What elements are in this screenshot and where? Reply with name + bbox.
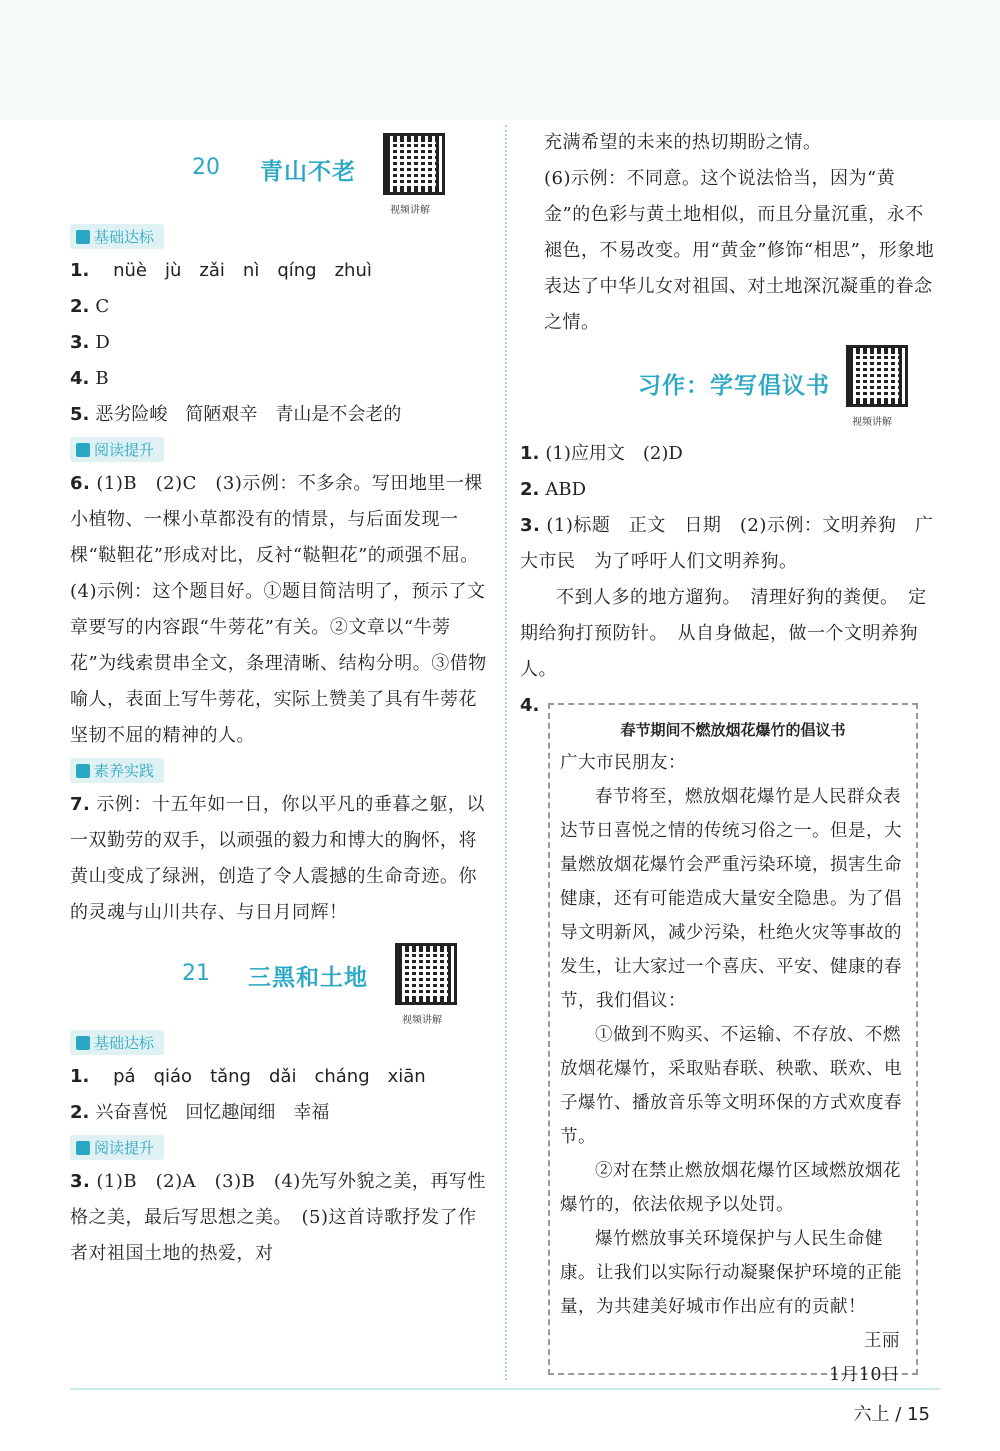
top-band [0,0,1000,120]
qr-code-icon[interactable] [395,943,457,1005]
lesson-title: 青山不老 [260,159,356,185]
writing-title: 习作：学写倡议书 [638,373,830,399]
proposal-letter [548,703,918,1385]
answer-2: 2. 兴奋喜悦 回忆趣闻细 幸福 [70,1102,330,1123]
answer-4: 4. B [70,368,109,389]
proposal-paragraph: ①做到不购买、不运输、不存放、不燃放烟花爆竹，采取贴春联、秧歌、联欢、电子爆竹、播放音乐等文明环保的方式欢度春节。 [560,1025,902,1147]
badge-icon [76,764,90,778]
proposal-signer: 王丽 [864,1331,900,1351]
badge-icon [76,1141,90,1155]
proposal-title: 春节期间不燃放烟花爆竹的倡议书 [620,721,846,739]
left-column [70,125,490,1272]
answer-5: 5. 恶劣险峻 简陋艰辛 青山是不会老的 [70,404,402,425]
section-badge-practice: 素养实践 [70,758,164,783]
lesson-title: 三黑和土地 [248,965,368,991]
section-badge-basic: 基础达标 [70,1030,164,1055]
writing-answer-2: 2. ABD [520,479,587,500]
writing-answer-1: 1. (1)应用文 (2)D [520,443,683,464]
answer-continued: 充满希望的未来的热切期盼之情。 [544,132,822,153]
grade-label: 六上 [853,1404,890,1425]
badge-icon [76,443,90,457]
column-divider [505,125,507,1380]
proposal-paragraph: ②对在禁止燃放烟花爆竹区域燃放烟花爆竹的，依法依规予以处罚。 [560,1161,901,1215]
writing-header [520,341,940,436]
section-badge-reading: 阅读提升 [70,1135,164,1160]
lesson-20-header [70,125,490,220]
writing-answer-4: 4. [520,695,540,716]
lesson-number: 21 [182,961,210,986]
page-footer [854,1400,930,1426]
lesson-21-header [70,931,490,1026]
section-badge-basic: 基础达标 [70,224,164,249]
qr-code-icon[interactable] [383,133,445,195]
proposal-paragraph: 春节将至，燃放烟花爆竹是人民群众表达节日喜悦之情的传统习俗之一。但是，大量燃放烟花爆竹会严重污染环境，损害生命健康，还有可能造成大量安全隐患。为了倡导文明新风，减少污染，杜绝火灾等事故的发生，让大家过一个喜庆、平安、健康的春节，我们倡议： [560,787,902,1011]
qr-caption: 视频讲解 [402,1015,442,1026]
badge-icon [76,230,90,244]
badge-icon [76,1036,90,1050]
answer-7: 7. 示例：十五年如一日，你以平凡的垂暮之躯，以一双勤劳的双手，以顽强的毅力和博大的胸怀，将黄山变成了绿洲，创造了令人震撼的生命奇迹。你的灵魂与山川共存、与日月同辉！ [70,794,485,923]
proposal-date: 1月10日 [829,1365,900,1385]
answer-3: 3. (1)B (2)A (3)B (4)先写外貌之美，再写性格之美，最后写思想之美。 (5)这首诗歌抒发了作者对祖国土地的热爱，对 [70,1171,486,1264]
page-number: 15 [907,1404,930,1425]
lesson-number: 20 [192,155,220,180]
writing-answer-3b: 不到人多的地方遛狗。 清理好狗的粪便。 定期给狗打预防针。 从自身做起，做一个文明养狗人。 [520,587,927,680]
answer-3: 3. D [70,332,110,353]
qr-caption: 视频讲解 [390,205,430,216]
answer-1: 1. pá qiáo tǎng dǎi cháng xiān [70,1066,426,1087]
answer-2: 2. C [70,296,110,317]
proposal-greeting: 广大市民朋友： [560,753,686,773]
footer-rule [70,1388,940,1390]
proposal-paragraph: 爆竹燃放事关环境保护与人民生命健康。让我们以实际行动凝聚保护环境的正能量，为共建美好城市作出应有的贡献！ [560,1229,902,1317]
answer-6-part: (6)示例：不同意。这个说法恰当，因为“黄金”的色彩与黄土地相似，而且分量沉重，永不褪色，不易改变。用“黄金”修饰“相思”，形象地表达了中华儿女对祖国、对土地深沉凝重的眷念之情。 [544,168,935,333]
right-column [520,125,940,724]
section-badge-reading: 阅读提升 [70,437,164,462]
page-separator: / [895,1404,908,1425]
qr-code-icon[interactable] [846,345,908,407]
writing-answer-3: 3. (1)标题 正文 日期 (2)示例：文明养狗 广大市民 为了呼吁人们文明养狗。 [520,515,934,572]
qr-caption: 视频讲解 [852,417,892,428]
answer-1: 1. nüè jù zǎi nì qíng zhuì [70,260,372,281]
answer-6: 6. (1)B (2)C (3)示例：不多余。写田地里一棵小植物、一棵小草都没有的情景，与后面发现一棵“鞑靼花”形成对比，反衬“鞑靼花”的顽强不屈。 (4)示例：这个题目好。①题目简洁明了，预示了文章要写的内容跟“牛蒡花”有关。②文章以“牛蒡花”为线索贯串全文，条理清晰、结构分明。③借物喻人，表面上写牛蒡花，实际上赞美了具有牛蒡花坚韧不屈的精神的人。 [70,473,489,746]
